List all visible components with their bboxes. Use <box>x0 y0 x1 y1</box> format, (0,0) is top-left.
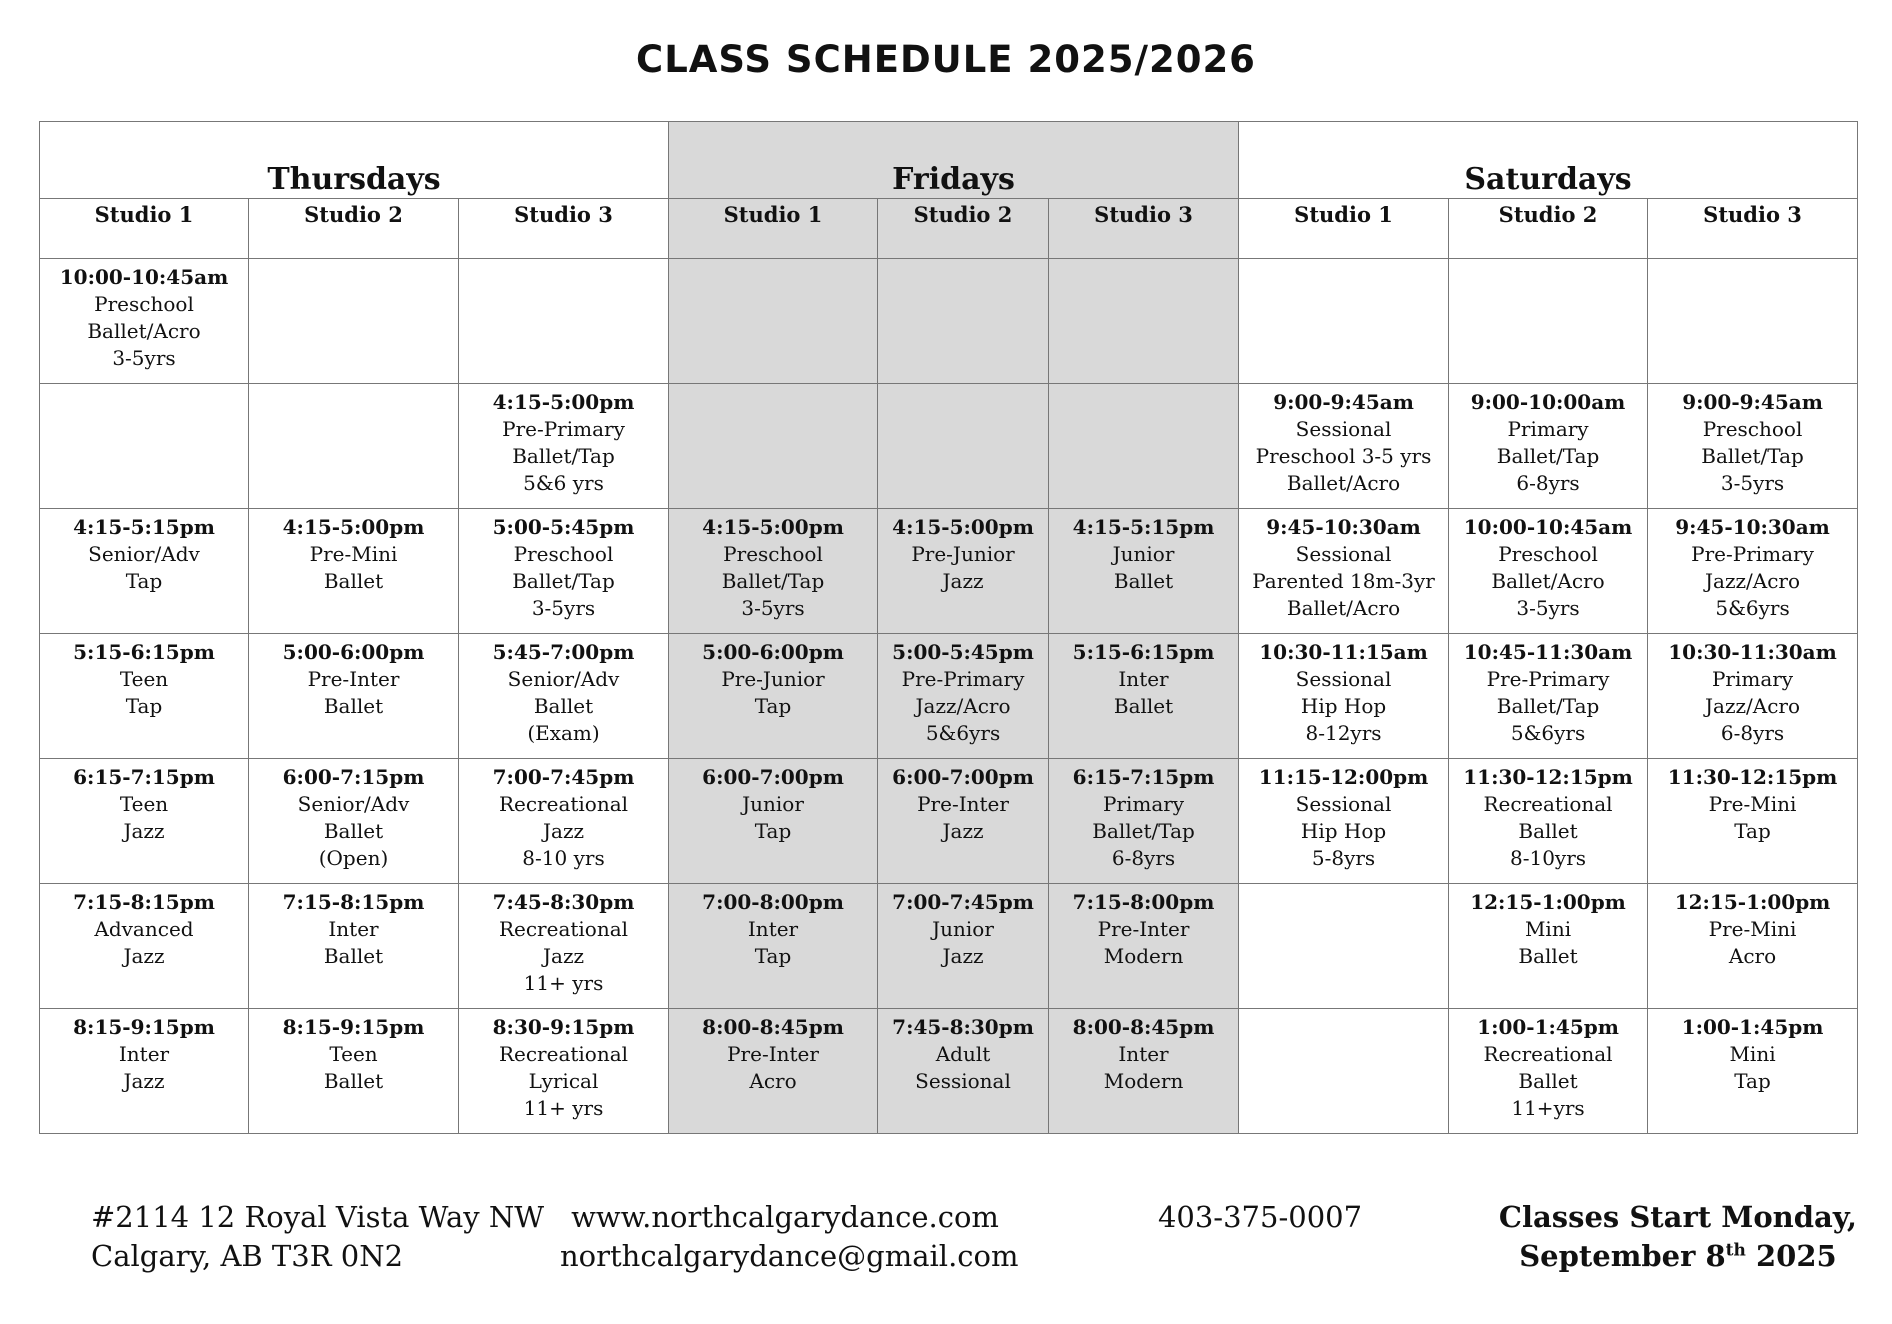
time-slot-row <box>40 634 1858 759</box>
class-cell <box>40 634 249 759</box>
class-detail: 3-5yrs <box>741 596 805 620</box>
class-detail: Acro <box>749 1069 797 1093</box>
studio-header: Studio 2 <box>249 199 459 259</box>
class-time: 9:00-10:00am <box>1470 390 1626 414</box>
studio-header: Studio 2 <box>1449 199 1648 259</box>
class-time: 11:30-12:15pm <box>1463 765 1633 789</box>
class-detail: Tap <box>1734 819 1771 843</box>
class-time: 11:15-12:00pm <box>1258 765 1429 789</box>
page-title: CLASS SCHEDULE 2025/2026 <box>636 38 1256 81</box>
class-time: 4:15-5:15pm <box>1072 515 1215 539</box>
class-cell <box>669 759 878 884</box>
class-detail: Inter <box>1118 1042 1169 1066</box>
class-time: 9:45-10:30am <box>1675 515 1830 539</box>
class-detail: Tap <box>754 819 792 843</box>
class-detail: Pre-Junior <box>911 542 1015 566</box>
class-detail: Sessional <box>915 1069 1011 1093</box>
empty-cell <box>669 384 878 509</box>
class-detail: Pre-Junior <box>721 667 825 691</box>
empty-cell <box>1049 259 1239 384</box>
class-detail: Teen <box>119 667 169 691</box>
class-detail: 6-8yrs <box>1111 846 1176 870</box>
class-detail: Recreational <box>498 917 629 941</box>
class-detail: Inter <box>118 1042 170 1066</box>
class-detail: 6-8yrs <box>1516 471 1580 495</box>
start-year-text: 2025 <box>1745 1239 1837 1273</box>
class-detail: Ballet <box>323 944 384 968</box>
class-detail: Ballet/Acro <box>1286 596 1401 620</box>
class-cell <box>459 509 669 634</box>
class-detail: Preschool <box>723 542 823 566</box>
class-detail: Tap <box>754 944 792 968</box>
time-slot-row <box>40 759 1858 884</box>
day-header-saturdays: Saturdays <box>1239 122 1858 199</box>
class-detail: Hip Hop <box>1300 819 1387 843</box>
footer-address <box>91 1198 544 1276</box>
class-detail: Sessional <box>1295 542 1392 566</box>
class-cell <box>1049 634 1239 759</box>
class-detail: 8-10 yrs <box>522 846 605 870</box>
class-time: 8:15-9:15pm <box>73 1015 215 1039</box>
class-detail: Primary <box>1711 667 1794 691</box>
class-time: 5:15-6:15pm <box>73 640 215 664</box>
class-detail: Tap <box>125 569 163 593</box>
class-detail: Ballet <box>1113 694 1174 718</box>
class-detail: Jazz <box>123 1069 165 1093</box>
class-cell <box>878 509 1049 634</box>
class-detail: 6-8yrs <box>1720 721 1785 745</box>
class-detail: 11+ yrs <box>523 971 604 995</box>
class-detail: Ballet <box>1518 819 1578 843</box>
class-time: 6:00-7:15pm <box>282 765 425 789</box>
address-line-2: Calgary, AB T3R 0N2 <box>91 1239 404 1273</box>
class-detail: Jazz/Acro <box>1705 694 1801 718</box>
class-detail: Ballet <box>1113 569 1174 593</box>
class-cell <box>40 509 249 634</box>
class-cell <box>40 759 249 884</box>
class-cell <box>669 884 878 1009</box>
class-detail: Ballet/Tap <box>721 569 825 593</box>
class-time: 6:00-7:00pm <box>702 765 844 789</box>
class-cell <box>669 634 878 759</box>
class-time: 5:45-7:00pm <box>492 640 635 664</box>
class-detail: 5-8yrs <box>1311 846 1376 870</box>
footer-start-date <box>1499 1198 1857 1276</box>
class-detail: Tap <box>125 694 163 718</box>
class-cell <box>1239 509 1449 634</box>
empty-cell <box>1648 259 1858 384</box>
empty-cell <box>1239 884 1449 1009</box>
class-cell <box>1648 509 1858 634</box>
class-detail: Inter <box>328 917 379 941</box>
empty-cell <box>669 259 878 384</box>
footer-phone <box>1120 1198 1400 1237</box>
class-cell <box>1449 509 1648 634</box>
class-time: 9:45-10:30am <box>1266 515 1421 539</box>
class-time: 7:15-8:00pm <box>1072 890 1215 914</box>
class-time: 10:00-10:45am <box>1463 515 1633 539</box>
class-detail: Ballet <box>323 1069 384 1093</box>
class-detail: Pre-Primary <box>1486 667 1610 691</box>
class-detail: (Exam) <box>527 721 600 745</box>
class-time: 9:00-9:45am <box>1682 390 1823 414</box>
class-cell <box>1239 634 1449 759</box>
day-header-row <box>40 122 1858 199</box>
class-time: 7:15-8:15pm <box>282 890 425 914</box>
class-cell <box>1239 759 1449 884</box>
class-detail: Sessional <box>1295 667 1392 691</box>
class-cell <box>459 884 669 1009</box>
class-detail: Ballet <box>1518 1069 1578 1093</box>
class-cell <box>1049 1009 1239 1134</box>
class-cell <box>1449 1009 1648 1134</box>
empty-cell <box>459 259 669 384</box>
empty-cell <box>1239 1009 1449 1134</box>
class-cell <box>40 259 249 384</box>
class-time: 8:00-8:45pm <box>702 1015 844 1039</box>
class-time: 12:15-1:00pm <box>1470 890 1626 914</box>
class-cell <box>1239 384 1449 509</box>
footer-web <box>560 1198 1019 1276</box>
class-detail: Recreational <box>498 792 629 816</box>
class-detail: Jazz <box>543 819 585 843</box>
class-detail: Acro <box>1728 944 1777 968</box>
class-time: 7:00-7:45pm <box>892 890 1034 914</box>
class-detail: Modern <box>1103 1069 1184 1093</box>
class-detail: Preschool 3-5 yrs <box>1255 444 1432 468</box>
class-cell <box>878 759 1049 884</box>
class-time: 5:15-6:15pm <box>1072 640 1215 664</box>
class-cell <box>1449 634 1648 759</box>
day-header-fridays: Fridays <box>669 122 1239 199</box>
class-time: 7:45-8:30pm <box>892 1015 1034 1039</box>
class-time: 4:15-5:00pm <box>492 390 635 414</box>
class-detail: Ballet <box>533 694 594 718</box>
class-detail: Ballet <box>323 819 384 843</box>
class-detail: Jazz <box>123 819 165 843</box>
class-time: 10:45-11:30am <box>1463 640 1633 664</box>
website-link[interactable]: www.northcalgarydance.com <box>571 1200 999 1234</box>
studio-header-row <box>40 199 1858 259</box>
address-line-1: #2114 12 Royal Vista Way NW <box>91 1200 545 1234</box>
class-cell <box>878 1009 1049 1134</box>
class-time: 4:15-5:00pm <box>282 515 425 539</box>
class-cell <box>1049 884 1239 1009</box>
class-time: 7:15-8:15pm <box>73 890 215 914</box>
empty-cell <box>878 384 1049 509</box>
class-detail: Ballet/Tap <box>512 569 615 593</box>
class-detail: (Open) <box>318 846 389 870</box>
class-detail: Jazz <box>942 569 984 593</box>
class-time: 7:00-8:00pm <box>702 890 844 914</box>
class-detail: Ballet/Tap <box>512 444 615 468</box>
empty-cell <box>40 384 249 509</box>
studio-header: Studio 2 <box>878 199 1049 259</box>
class-detail: 3-5yrs <box>531 596 596 620</box>
class-cell <box>878 634 1049 759</box>
class-detail: Mini <box>1729 1042 1776 1066</box>
class-cell <box>459 384 669 509</box>
empty-cell <box>878 259 1049 384</box>
class-cell <box>40 1009 249 1134</box>
class-cell <box>459 634 669 759</box>
class-detail: Hip Hop <box>1300 694 1387 718</box>
start-date-ordinal: th <box>1725 1240 1746 1261</box>
class-detail: Recreational <box>1483 792 1613 816</box>
class-cell <box>459 759 669 884</box>
class-detail: 11+ yrs <box>523 1096 604 1120</box>
class-detail: Senior/Adv <box>88 542 200 566</box>
class-detail: Jazz <box>543 944 585 968</box>
class-detail: Jazz/Acro <box>1705 569 1801 593</box>
class-detail: Adult <box>935 1042 991 1066</box>
class-detail: Pre-Mini <box>1708 792 1797 816</box>
studio-header: Studio 1 <box>669 199 878 259</box>
class-detail: Sessional <box>1295 417 1392 441</box>
time-slot-row <box>40 509 1858 634</box>
day-header-thursdays: Thursdays <box>40 122 669 199</box>
empty-cell <box>1449 259 1648 384</box>
class-time: 5:00-5:45pm <box>492 515 635 539</box>
class-cell <box>669 509 878 634</box>
class-cell <box>459 1009 669 1134</box>
class-cell <box>1449 384 1648 509</box>
class-time: 8:00-8:45pm <box>1072 1015 1215 1039</box>
class-detail: 5&6 yrs <box>523 471 604 495</box>
class-detail: Teen <box>329 1042 378 1066</box>
class-detail: Pre-Inter <box>1097 917 1190 941</box>
class-detail: Pre-Primary <box>1691 542 1814 566</box>
class-time: 5:00-6:00pm <box>282 640 425 664</box>
class-time: 8:15-9:15pm <box>282 1015 425 1039</box>
class-time: 7:00-7:45pm <box>492 765 635 789</box>
class-time: 1:00-1:45pm <box>1681 1015 1824 1039</box>
class-time: 12:15-1:00pm <box>1674 890 1831 914</box>
class-time: 1:00-1:45pm <box>1477 1015 1619 1039</box>
class-detail: Recreational <box>498 1042 629 1066</box>
class-cell <box>40 884 249 1009</box>
class-detail: 5&6yrs <box>925 721 1001 745</box>
empty-cell <box>249 384 459 509</box>
class-cell <box>249 884 459 1009</box>
class-detail: Junior <box>742 792 804 816</box>
class-detail: Junior <box>1112 542 1175 566</box>
class-detail: Ballet/Tap <box>1701 444 1804 468</box>
class-detail: Ballet/Tap <box>1092 819 1195 843</box>
class-detail: Sessional <box>1295 792 1392 816</box>
class-time: 4:15-5:00pm <box>702 515 844 539</box>
time-slot-row <box>40 259 1858 384</box>
class-cell <box>1049 759 1239 884</box>
time-slot-row <box>40 884 1858 1009</box>
class-time: 11:30-12:15pm <box>1667 765 1838 789</box>
class-cell <box>1449 759 1648 884</box>
studio-header: Studio 3 <box>459 199 669 259</box>
class-detail: Inter <box>1118 667 1169 691</box>
class-detail: Pre-Inter <box>727 1042 819 1066</box>
class-detail: Pre-Primary <box>502 417 625 441</box>
class-detail: Preschool <box>513 542 614 566</box>
class-detail: 3-5yrs <box>1516 596 1580 620</box>
class-cell <box>249 1009 459 1134</box>
class-detail: Recreational <box>1483 1042 1613 1066</box>
class-detail: Jazz <box>123 944 165 968</box>
class-detail: Lyrical <box>528 1069 599 1093</box>
class-time: 10:30-11:15am <box>1259 640 1428 664</box>
class-detail: Primary <box>1102 792 1185 816</box>
class-detail: Advanced <box>94 917 194 941</box>
class-cell <box>1648 634 1858 759</box>
class-cell <box>1648 1009 1858 1134</box>
class-detail: Ballet/Tap <box>1496 444 1600 468</box>
class-detail: Tap <box>754 694 792 718</box>
class-time: 5:00-5:45pm <box>892 640 1034 664</box>
class-detail: Parented 18m-3yr <box>1252 569 1435 593</box>
class-detail: Jazz/Acro <box>915 694 1011 718</box>
class-time: 9:00-9:45am <box>1273 390 1414 414</box>
studio-header: Studio 1 <box>1239 199 1449 259</box>
class-time: 6:15-7:15pm <box>1072 765 1215 789</box>
class-detail: Preschool <box>94 292 194 316</box>
class-cell <box>249 634 459 759</box>
class-detail: Ballet/Tap <box>1496 694 1600 718</box>
class-time: 5:00-6:00pm <box>702 640 844 664</box>
class-cell <box>1049 509 1239 634</box>
class-detail: Primary <box>1507 417 1589 441</box>
class-detail: Ballet/Acro <box>1491 569 1605 593</box>
class-detail: Teen <box>119 792 169 816</box>
class-detail: Jazz <box>942 819 984 843</box>
class-detail: 8-10yrs <box>1510 846 1587 870</box>
class-cell <box>1648 384 1858 509</box>
time-slot-row <box>40 384 1858 509</box>
class-detail: Mini <box>1524 917 1572 941</box>
class-cell <box>878 884 1049 1009</box>
class-cell <box>1449 884 1648 1009</box>
class-detail: Preschool <box>1702 417 1803 441</box>
class-time: 6:00-7:00pm <box>892 765 1034 789</box>
class-cell <box>1648 759 1858 884</box>
class-detail: Senior/Adv <box>507 667 620 691</box>
class-detail: Senior/Adv <box>297 792 410 816</box>
class-time: 4:15-5:15pm <box>73 515 215 539</box>
studio-header: Studio 1 <box>40 199 249 259</box>
class-detail: Ballet <box>1518 944 1578 968</box>
start-line-2 <box>1499 1237 1857 1276</box>
class-cell <box>669 1009 878 1134</box>
class-time: 7:45-8:30pm <box>492 890 635 914</box>
class-detail: Preschool <box>1498 542 1598 566</box>
studio-header: Studio 3 <box>1648 199 1858 259</box>
class-detail: Ballet <box>323 694 384 718</box>
class-detail: 11+yrs <box>1511 1096 1585 1120</box>
class-cell <box>1648 884 1858 1009</box>
class-cell <box>249 509 459 634</box>
class-detail: Tap <box>1734 1069 1771 1093</box>
class-detail: Junior <box>932 917 994 941</box>
studio-header: Studio 3 <box>1049 199 1239 259</box>
class-detail: 5&6yrs <box>1715 596 1790 620</box>
schedule-table <box>39 121 1858 1134</box>
empty-cell <box>249 259 459 384</box>
class-detail: 3-5yrs <box>112 346 176 370</box>
phone-number: 403-375-0007 <box>1157 1200 1363 1234</box>
class-time: 10:00-10:45am <box>59 265 229 289</box>
class-time: 10:30-11:30am <box>1668 640 1837 664</box>
class-detail: Inter <box>747 917 799 941</box>
class-detail: Ballet/Acro <box>1286 471 1401 495</box>
class-detail: Ballet <box>323 569 384 593</box>
class-detail: Pre-Inter <box>307 667 400 691</box>
class-time: 4:15-5:00pm <box>892 515 1034 539</box>
start-date-text: September 8 <box>1519 1239 1726 1273</box>
class-time: 8:30-9:15pm <box>492 1015 635 1039</box>
class-detail: Modern <box>1103 944 1184 968</box>
class-detail: 8-12yrs <box>1305 721 1382 745</box>
class-time: 6:15-7:15pm <box>73 765 215 789</box>
class-detail: 5&6yrs <box>1510 721 1586 745</box>
empty-cell <box>1049 384 1239 509</box>
time-slot-row <box>40 1009 1858 1134</box>
class-detail: Jazz <box>942 944 984 968</box>
class-detail: Pre-Mini <box>1708 917 1797 941</box>
class-detail: Ballet/Acro <box>87 319 201 343</box>
empty-cell <box>1239 259 1449 384</box>
start-line-1: Classes Start Monday, <box>1498 1200 1857 1234</box>
email-link[interactable]: northcalgarydance@gmail.com <box>560 1239 1019 1273</box>
class-detail: 3-5yrs <box>1720 471 1785 495</box>
class-detail: Pre-Inter <box>917 792 1009 816</box>
class-detail: Pre-Mini <box>309 542 398 566</box>
class-detail: Pre-Primary <box>901 667 1025 691</box>
class-cell <box>249 759 459 884</box>
